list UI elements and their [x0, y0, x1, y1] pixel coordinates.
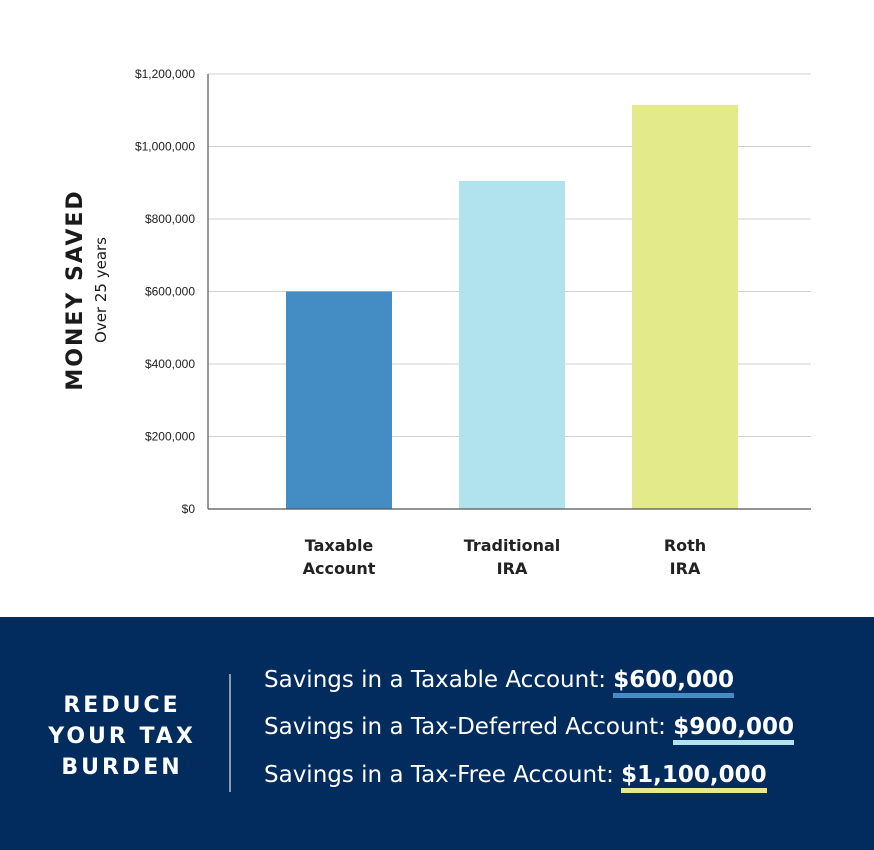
- bars: [286, 105, 738, 509]
- x-category-label: Account: [302, 559, 376, 578]
- savings-line-tax-deferred: [264, 714, 794, 740]
- x-category-label: Roth: [663, 536, 707, 555]
- y-tick-label: $1,200,000: [134, 67, 195, 81]
- bar: [632, 105, 738, 509]
- y-axis-label: MONEY SAVED: [63, 189, 88, 391]
- y-tick-label: $1,000,000: [134, 139, 195, 154]
- y-axis-sublabel: Over 25 years: [92, 237, 110, 343]
- footer-heading: [34, 690, 210, 783]
- x-category-label: Traditional: [463, 536, 561, 555]
- tax-savings-footer: [0, 617, 874, 850]
- x-category-label: IRA: [496, 559, 528, 578]
- footer-heading-line: REDUCE: [63, 693, 181, 718]
- y-tick-labels: [135, 67, 195, 516]
- savings-line-text: Savings in a Tax-Free Account:: [264, 762, 614, 788]
- y-tick-label: $400,000: [144, 357, 195, 371]
- savings-amount: $1,100,000: [621, 762, 767, 793]
- savings-line-text: Savings in a Tax-Deferred Account:: [264, 714, 666, 740]
- savings-amount: $900,000: [673, 714, 794, 745]
- footer-divider: [229, 674, 231, 792]
- footer-heading-line: YOUR TAX: [48, 724, 196, 749]
- footer-heading-line: BURDEN: [61, 755, 183, 780]
- savings-amount: $600,000: [613, 667, 734, 698]
- y-tick-label: $600,000: [144, 284, 195, 299]
- x-category-label: Taxable: [304, 536, 374, 555]
- savings-line-tax-free: [264, 762, 767, 788]
- y-axis-title: [63, 189, 110, 390]
- y-tick-label: $800,000: [144, 212, 195, 226]
- category-labels: [303, 536, 707, 578]
- bar: [286, 292, 392, 510]
- savings-line-text: Savings in a Taxable Account:: [264, 667, 606, 693]
- x-category-label: IRA: [669, 559, 701, 578]
- bar: [459, 181, 565, 509]
- y-tick-label: $200,000: [144, 429, 195, 444]
- y-tick-label: $0: [181, 502, 195, 516]
- savings-line-taxable: [264, 667, 734, 693]
